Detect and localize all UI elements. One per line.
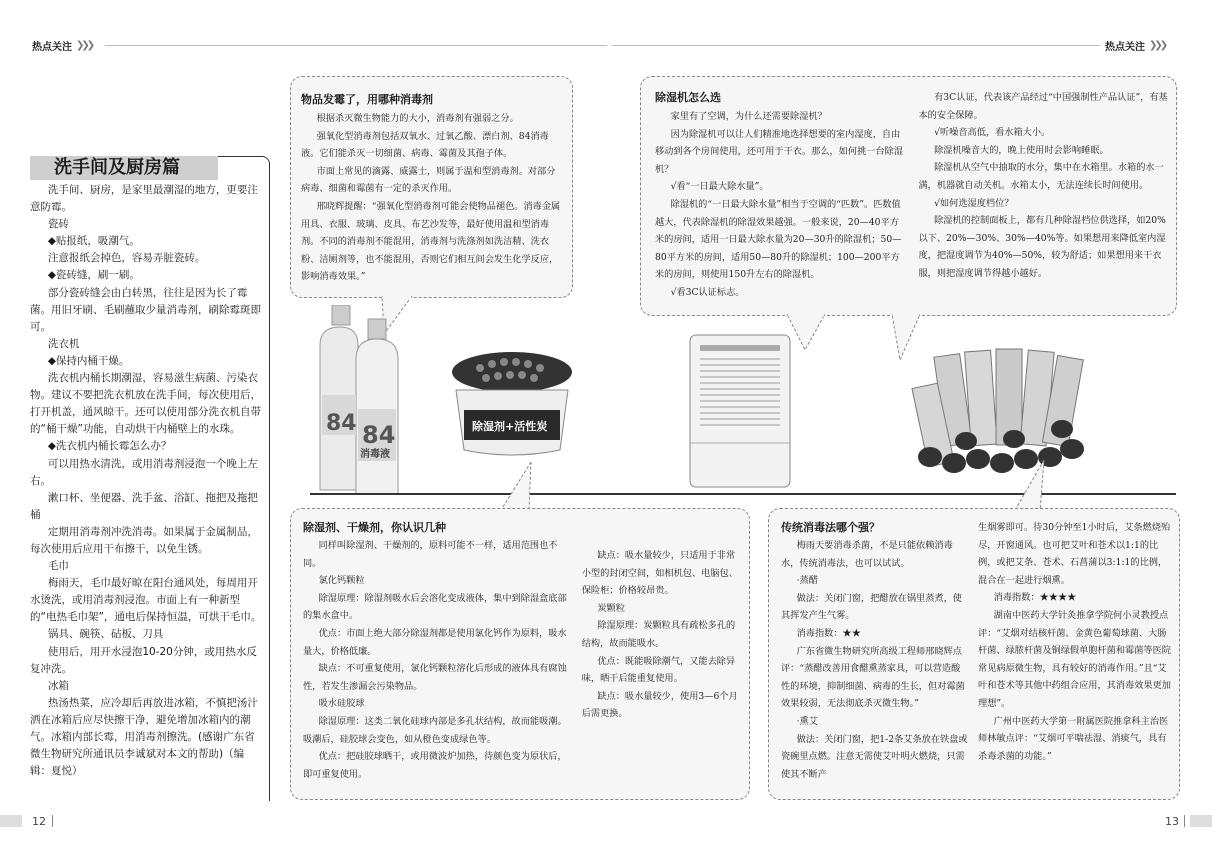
paragraph: 缺点：不可重复使用，氯化钙颗粒溶化后形成的液体具有腐蚀性，若发生渗漏会污染物品。 — [303, 663, 567, 692]
paragraph: 生烟雾即可。待30分钟至1小时后，艾条燃烧殆尽，开窗通风。也可把艾叶和苍术以1:1的比例，或把艾条、苍术、石菖蒲以3:1:1的比例，混合在一起进行烟熏。 — [978, 522, 1171, 586]
paragraph: 除湿机噪音大的，晚上使用时会影响睡眠。 — [934, 144, 1109, 156]
paragraph: 洗衣机 — [47, 337, 80, 350]
box-title: 传统消毒法哪个强？ — [781, 521, 880, 534]
paragraph: 部分瓷砖缝会由白转黑，往往是因为长了霉菌。用旧牙刷、毛刷蘸取少量消毒剂，刷除霉斑即可。 — [30, 286, 261, 333]
speech-tail — [785, 314, 875, 354]
paragraph: √听噪音高低，看水箱大小。 — [934, 127, 1051, 139]
paragraph: 使用后，用开水浸泡10-20分钟，或用热水反复冲洗。 — [30, 645, 257, 675]
paragraph: 广东省微生物研究所高级工程师邢晓辉点评：“蒸醋改善用食醋熏蒸家具，可以营造酸性的环境，抑制细菌、病毒的生长，但对霉菌效果较弱，无法彻底杀灭微生物。” — [781, 645, 965, 710]
paragraph: 梅雨天要消毒杀菌，不是只能依赖消毒水，传统消毒法，也可以试试。 — [781, 540, 953, 569]
box-text-col1 — [655, 108, 905, 302]
paragraph: 消毒指数：★★★★ — [993, 592, 1077, 604]
paragraph: 毛巾 — [47, 560, 69, 573]
paragraph: 除湿机从空气中抽取的水分，集中在水箱里。水箱的水一满，机器就自动关机。水箱太小，无法连续长时间使用。 — [918, 162, 1164, 191]
paragraph: 缺点：吸水量较少，使用3—6个月后需更换。 — [581, 690, 738, 720]
box-title: 除湿机怎么选 — [655, 91, 721, 104]
header-right — [1105, 38, 1165, 53]
paragraph: 根据杀灭微生物能力的大小，消毒剂有强弱之分。 — [316, 113, 519, 124]
paragraph: ◆洗衣机内桶长霉怎么办？ — [47, 440, 172, 453]
disinfectant-box — [290, 76, 573, 298]
box-text-col1 — [303, 537, 572, 783]
chevrons-icon: ❯❯❯ — [76, 40, 93, 51]
paragraph: ◆保持内桶干燥。 — [47, 354, 130, 367]
paragraph: 家里有了空调，为什么还需要除湿机？ — [670, 111, 827, 122]
box-text-col1 — [781, 537, 968, 783]
box-text-col2 — [582, 547, 741, 723]
paragraph: 注意报纸会掉色，容易弄脏瓷砖。 — [47, 252, 206, 265]
box-title: 除湿剂、干燥剂，你认识几种 — [303, 521, 446, 534]
footer-divider — [52, 815, 53, 827]
header-rule-right — [612, 45, 1100, 46]
speech-tail — [1010, 460, 1050, 514]
chevrons-icon: ❯❯❯ — [1149, 40, 1166, 51]
paragraph: 做法：关闭门窗，把1-2条艾条放在铁盘或瓷碗里点燃。注意无需使艾叶明火燃烧，只需使其不断产 — [781, 733, 968, 780]
paragraph: 广州中医药大学第一附属医院推拿科主治医师林敏点评：“艾烟可平喘祛湿、消痰气，具有杀毒杀菌的功能。” — [978, 715, 1169, 762]
dehumidifier-box — [640, 76, 1177, 316]
box-text — [301, 110, 564, 286]
page-number-left: 12 — [32, 815, 46, 828]
paragraph: 除湿原理：炭颗粒具有疏松多孔的结构，故而能吸水。 — [581, 620, 736, 649]
paragraph: 缺点：吸水量较少，只适用于非常小型的封闭空间，如相机包、电脑包、保险柜；价格较昂贵。 — [581, 550, 738, 597]
paragraph: 吸水硅胶球 — [318, 698, 365, 710]
paragraph: 洗手间、厨房，是家里最潮湿的地方，更要注意防霉。 — [30, 184, 258, 214]
moxa-sticks-image — [910, 345, 1090, 477]
paragraph: 瓷砖 — [47, 218, 69, 231]
paragraph: 除湿原理：这类二氧化硅球内部是多孔状结构，故而能吸潮。吸潮后，硅胶球会变色，如从橙色变成绿色等。 — [303, 715, 567, 745]
paragraph: ◆瓷砖缝，刷一刷。 — [47, 269, 140, 282]
sidebar-title: 洗手间及厨房篇 — [30, 156, 218, 180]
dehumidifier-image — [688, 333, 792, 493]
bottle-label-sub: 消毒液 — [360, 449, 390, 460]
speech-tail — [495, 462, 535, 512]
paragraph: 优点：市面上绝大部分除湿剂都是使用氯化钙作为原料，吸水量大，价格低廉。 — [303, 627, 567, 657]
paragraph: 因为除湿机可以让人们精准地选择想要的室内湿度，自由移动到各个房间使用，还可用于干衣。那么，如何挑一台除湿机？ — [655, 128, 904, 175]
header-right-label: 热点关注 — [1105, 42, 1145, 53]
header-left — [32, 38, 92, 53]
footer-tab-left — [0, 815, 22, 827]
paragraph: ◆贴报纸，吸潮气。 — [47, 235, 140, 248]
paragraph: 优点：把硅胶球晒干，或用微波炉加热，待颜色变为原状后，即可重复使用。 — [303, 751, 567, 780]
box-label: 除湿剂+活性炭 — [472, 420, 548, 433]
paragraph: ·蒸醋 — [796, 575, 818, 587]
paragraph: 可以用热水清洗，或用消毒剂浸泡一个晚上左右。 — [30, 457, 258, 487]
bottle-label: 84 — [326, 411, 357, 436]
paragraph: √看3C认证标志。 — [670, 286, 745, 298]
paragraph: 消毒指数：★★ — [796, 627, 861, 639]
paragraph: 梅雨天，毛巾最好晾在阳台通风处，每周用开水烫洗，或用消毒剂浸泡。市面上有一种新型的“电热毛巾架”，通电后保持恒温，可烘干毛巾。 — [30, 577, 262, 624]
paragraph: ·熏艾 — [796, 715, 818, 727]
paragraph: 除湿机的“一日最大除水量”相当于空调的“匹数”。匹数值越大，代表除湿机的除湿效果越强。一般来说，20—40平方米的房间，适用一日最大除水量为20—30升的除湿机；50—80平方米的房间，适用50—80升的除湿机；100—200平方米的房间，则使用150升左右的除湿机。 — [655, 198, 902, 281]
dehumidifier-box-image — [450, 350, 580, 460]
traditional-disinfection-box — [768, 508, 1180, 800]
paragraph: √看“一日最大除水量”。 — [670, 181, 769, 193]
footer-divider — [1184, 815, 1185, 827]
paragraph: 做法：关闭门窗，把醋放在锅里蒸煮，使其挥发产生气雾。 — [781, 592, 962, 622]
page-number-right: 13 — [1165, 815, 1179, 828]
box-title: 物品发霉了，用哪种消毒剂 — [301, 93, 433, 106]
box-text-col2 — [978, 519, 1171, 765]
paragraph: 强氧化型消毒剂包括双氧水、过氧乙酸、漂白剂、84消毒液。它们能杀灭一切细菌、病毒、霉菌及其孢子体。 — [301, 130, 549, 160]
disinfectant-bottles-image — [312, 305, 412, 495]
paragraph: √如何选湿度档位？ — [934, 197, 1014, 209]
paragraph: 市面上常见的滴露、威露士，则属于温和型消毒剂。对部分病毒、细菌和霉菌有一定的杀灭作用。 — [301, 165, 556, 195]
paragraph: 炭颗粒 — [597, 602, 625, 614]
paragraph: 除湿原理：除湿剂吸水后会溶化变成液体，集中到除湿盒底部的集水盒中。 — [303, 592, 567, 622]
dehumidifying-agents-box — [290, 508, 750, 800]
bottle-label: 84 — [362, 421, 396, 449]
header-left-label: 热点关注 — [32, 42, 72, 53]
paragraph: 氯化钙颗粒 — [318, 575, 365, 587]
paragraph: 邢晓辉提醒：“强氧化型消毒剂可能会使物品褪色。消毒金属用具、衣服、玻璃、皮具、布艺沙发等，最好使用温和型消毒剂。不同的消毒剂不能混用，消毒剂与洗涤剂如洗洁精、洗衣粉、洁厕剂等，也不能混用，否则它们相互间会发生化学反应，影响消毒效果。” — [301, 200, 561, 283]
paragraph: 同样叫除湿剂、干燥剂的，原料可能不一样，适用范围也不同。 — [303, 540, 558, 569]
paragraph: 优点：既能吸除潮气，又能去除异味，晒干后能重复使用。 — [581, 655, 736, 685]
paragraph: 除湿机的控制面板上，都有几种除湿档位供选择，如20%以下、20%—30%、30%—40%等。如果想用来降低室内湿度，把湿度调节为40%—50%，较为舒适；如果想用来干衣服，则把湿度调节得越小越好。 — [918, 215, 1166, 279]
paragraph: 热汤热菜，应冷却后再放进冰箱，不慎把汤汁洒在冰箱后应尽快擦干净，避免增加冰箱内的潮气。冰箱内部长霉，用消毒剂擦洗。(感谢广东省微生物研究所通讯员李诚斌对本文的帮助)（编辑：夏悦） — [30, 696, 258, 778]
sidebar-text — [30, 182, 262, 780]
paragraph: 冰箱 — [47, 679, 69, 692]
paragraph: 湖南中医药大学针灸推拿学院何小灵教授点评：“艾烟对结核杆菌、金黄色葡萄球菌、大肠杆菌、绿脓杆菌及铜绿假单胞杆菌和霉菌等医院常见病原微生物，具有较好的消毒作用。”且“艾叶和苍术等其他中药组合应用，其消毒效果更加理想”。 — [978, 609, 1171, 709]
header-rule-left — [105, 45, 607, 46]
paragraph: 定期用消毒剂冲洗消毒。如果属于金属制品，每次使用后应用干布擦干，以免生锈。 — [30, 525, 258, 555]
paragraph: 漱口杯、坐便器、洗手盆、浴缸、拖把及拖把桶 — [30, 491, 258, 521]
paragraph: 锅具、碗筷、砧板、刀具 — [47, 628, 164, 641]
paragraph: 有3C认证，代表该产品经过“中国强制性产品认证”，有基本的安全保障。 — [918, 92, 1168, 121]
footer-tab-right — [1190, 815, 1212, 827]
paragraph: 洗衣机内桶长期潮湿，容易滋生病菌、污染衣物。建议不要把洗衣机放在洗手间，每次使用后，打开机盖，通风晾干。还可以使用部分洗衣机自带的“桶干燥”功能，自动烘干内桶壁上的水珠。 — [30, 372, 261, 436]
box-text-col2 — [919, 89, 1169, 283]
